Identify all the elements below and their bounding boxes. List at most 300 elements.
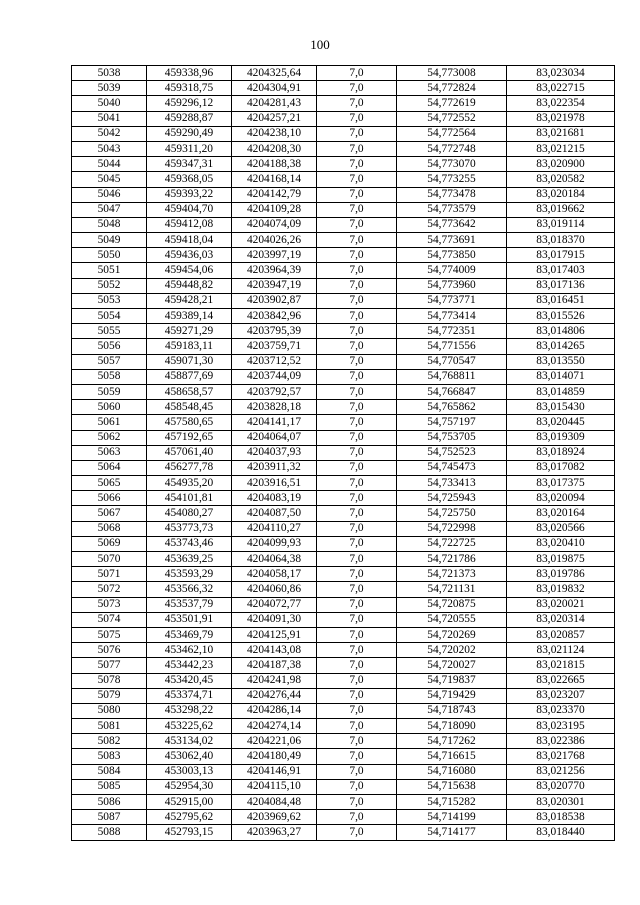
x-coordinate-cell: 453442,23 [147,658,232,673]
longitude-cell: 83,020314 [507,612,615,627]
point-number-cell: 5071 [72,567,147,582]
point-number-cell: 5078 [72,673,147,688]
table-row [72,309,615,324]
table-row [72,476,615,491]
x-coordinate-cell: 452793,15 [147,825,232,840]
x-coordinate-cell: 453501,91 [147,612,232,627]
table-row [72,612,615,627]
latitude-cell: 54,773691 [397,233,507,248]
point-number-cell: 5057 [72,354,147,369]
latitude-cell: 54,717262 [397,734,507,749]
x-coordinate-cell: 459404,70 [147,202,232,217]
point-number-cell: 5056 [72,339,147,354]
x-coordinate-cell: 459183,11 [147,339,232,354]
y-coordinate-cell: 4203828,18 [232,400,317,415]
longitude-cell: 83,020900 [507,157,615,172]
value-cell: 7,0 [317,202,397,217]
latitude-cell: 54,714199 [397,810,507,825]
longitude-cell: 83,014859 [507,384,615,399]
value-cell: 7,0 [317,96,397,111]
y-coordinate-cell: 4204257,21 [232,111,317,126]
longitude-cell: 83,021124 [507,643,615,658]
longitude-cell: 83,013550 [507,354,615,369]
longitude-cell: 83,017915 [507,248,615,263]
longitude-cell: 83,015526 [507,309,615,324]
point-number-cell: 5043 [72,141,147,156]
value-cell: 7,0 [317,673,397,688]
table-row [72,248,615,263]
x-coordinate-cell: 454080,27 [147,506,232,521]
table-row [72,324,615,339]
longitude-cell: 83,020094 [507,491,615,506]
y-coordinate-cell: 4203964,39 [232,263,317,278]
y-coordinate-cell: 4203744,09 [232,369,317,384]
x-coordinate-cell: 453773,73 [147,521,232,536]
point-number-cell: 5038 [72,66,147,81]
x-coordinate-cell: 458658,57 [147,384,232,399]
longitude-cell: 83,020184 [507,187,615,202]
point-number-cell: 5058 [72,369,147,384]
point-number-cell: 5088 [72,825,147,840]
latitude-cell: 54,772824 [397,81,507,96]
latitude-cell: 54,720027 [397,658,507,673]
value-cell: 7,0 [317,536,397,551]
y-coordinate-cell: 4204072,77 [232,597,317,612]
value-cell: 7,0 [317,430,397,445]
x-coordinate-cell: 459368,05 [147,172,232,187]
x-coordinate-cell: 458548,45 [147,400,232,415]
value-cell: 7,0 [317,81,397,96]
x-coordinate-cell: 459290,49 [147,126,232,141]
point-number-cell: 5085 [72,779,147,794]
value-cell: 7,0 [317,825,397,840]
latitude-cell: 54,772351 [397,324,507,339]
table-row [72,491,615,506]
value-cell: 7,0 [317,749,397,764]
value-cell: 7,0 [317,354,397,369]
longitude-cell: 83,014806 [507,324,615,339]
y-coordinate-cell: 4204115,10 [232,779,317,794]
point-number-cell: 5084 [72,764,147,779]
point-number-cell: 5065 [72,476,147,491]
longitude-cell: 83,022386 [507,734,615,749]
x-coordinate-cell: 453743,46 [147,536,232,551]
point-number-cell: 5040 [72,96,147,111]
value-cell: 7,0 [317,491,397,506]
value-cell: 7,0 [317,703,397,718]
x-coordinate-cell: 459389,14 [147,309,232,324]
x-coordinate-cell: 454101,81 [147,491,232,506]
table-row [72,217,615,232]
point-number-cell: 5042 [72,126,147,141]
longitude-cell: 83,018370 [507,233,615,248]
table-row [72,430,615,445]
latitude-cell: 54,721786 [397,552,507,567]
x-coordinate-cell: 453639,25 [147,552,232,567]
point-number-cell: 5087 [72,810,147,825]
value-cell: 7,0 [317,66,397,81]
longitude-cell: 83,014265 [507,339,615,354]
point-number-cell: 5083 [72,749,147,764]
latitude-cell: 54,725750 [397,506,507,521]
table-row [72,126,615,141]
table-row [72,734,615,749]
value-cell: 7,0 [317,172,397,187]
latitude-cell: 54,733413 [397,476,507,491]
latitude-cell: 54,770547 [397,354,507,369]
y-coordinate-cell: 4203916,51 [232,476,317,491]
longitude-cell: 83,020566 [507,521,615,536]
latitude-cell: 54,720555 [397,612,507,627]
point-number-cell: 5044 [72,157,147,172]
value-cell: 7,0 [317,233,397,248]
table-row [72,233,615,248]
coordinates-table [71,65,615,841]
longitude-cell: 83,020021 [507,597,615,612]
table-row [72,506,615,521]
y-coordinate-cell: 4204188,38 [232,157,317,172]
table-row [72,141,615,156]
point-number-cell: 5062 [72,430,147,445]
point-number-cell: 5068 [72,521,147,536]
x-coordinate-cell: 459454,06 [147,263,232,278]
latitude-cell: 54,716080 [397,764,507,779]
longitude-cell: 83,017403 [507,263,615,278]
y-coordinate-cell: 4204074,09 [232,217,317,232]
latitude-cell: 54,722725 [397,536,507,551]
y-coordinate-cell: 4204084,48 [232,795,317,810]
table-row [72,384,615,399]
value-cell: 7,0 [317,476,397,491]
x-coordinate-cell: 453566,32 [147,582,232,597]
value-cell: 7,0 [317,369,397,384]
longitude-cell: 83,019662 [507,202,615,217]
y-coordinate-cell: 4204143,08 [232,643,317,658]
point-number-cell: 5070 [72,552,147,567]
longitude-cell: 83,017082 [507,460,615,475]
longitude-cell: 83,023034 [507,66,615,81]
latitude-cell: 54,715282 [397,795,507,810]
latitude-cell: 54,773255 [397,172,507,187]
x-coordinate-cell: 452795,62 [147,810,232,825]
value-cell: 7,0 [317,658,397,673]
table-row [72,400,615,415]
latitude-cell: 54,718090 [397,719,507,734]
point-number-cell: 5055 [72,324,147,339]
x-coordinate-cell: 459347,31 [147,157,232,172]
y-coordinate-cell: 4204304,91 [232,81,317,96]
point-number-cell: 5082 [72,734,147,749]
latitude-cell: 54,716615 [397,749,507,764]
y-coordinate-cell: 4203963,27 [232,825,317,840]
latitude-cell: 54,773070 [397,157,507,172]
latitude-cell: 54,721131 [397,582,507,597]
table-row [72,187,615,202]
point-number-cell: 5047 [72,202,147,217]
table-row [72,719,615,734]
table-row [72,597,615,612]
y-coordinate-cell: 4203792,57 [232,384,317,399]
value-cell: 7,0 [317,217,397,232]
latitude-cell: 54,772748 [397,141,507,156]
value-cell: 7,0 [317,324,397,339]
y-coordinate-cell: 4204241,98 [232,673,317,688]
x-coordinate-cell: 453537,79 [147,597,232,612]
longitude-cell: 83,021768 [507,749,615,764]
y-coordinate-cell: 4203795,39 [232,324,317,339]
table-row [72,658,615,673]
x-coordinate-cell: 459311,20 [147,141,232,156]
value-cell: 7,0 [317,506,397,521]
longitude-cell: 83,014071 [507,369,615,384]
point-number-cell: 5076 [72,643,147,658]
latitude-cell: 54,720202 [397,643,507,658]
table-row [72,263,615,278]
longitude-cell: 83,018440 [507,825,615,840]
x-coordinate-cell: 459418,04 [147,233,232,248]
table-row [72,582,615,597]
y-coordinate-cell: 4204064,38 [232,552,317,567]
y-coordinate-cell: 4204221,06 [232,734,317,749]
point-number-cell: 5079 [72,688,147,703]
latitude-cell: 54,773850 [397,248,507,263]
longitude-cell: 83,020301 [507,795,615,810]
latitude-cell: 54,771556 [397,339,507,354]
y-coordinate-cell: 4204099,93 [232,536,317,551]
latitude-cell: 54,715638 [397,779,507,794]
value-cell: 7,0 [317,187,397,202]
y-coordinate-cell: 4204026,26 [232,233,317,248]
latitude-cell: 54,773478 [397,187,507,202]
longitude-cell: 83,017136 [507,278,615,293]
point-number-cell: 5080 [72,703,147,718]
value-cell: 7,0 [317,141,397,156]
table-row [72,202,615,217]
value-cell: 7,0 [317,157,397,172]
latitude-cell: 54,753705 [397,430,507,445]
y-coordinate-cell: 4203842,96 [232,309,317,324]
latitude-cell: 54,745473 [397,460,507,475]
y-coordinate-cell: 4204125,91 [232,627,317,642]
y-coordinate-cell: 4204037,93 [232,445,317,460]
table-row [72,567,615,582]
value-cell: 7,0 [317,339,397,354]
y-coordinate-cell: 4204060,86 [232,582,317,597]
longitude-cell: 83,020582 [507,172,615,187]
longitude-cell: 83,023195 [507,719,615,734]
point-number-cell: 5063 [72,445,147,460]
value-cell: 7,0 [317,415,397,430]
latitude-cell: 54,720269 [397,627,507,642]
value-cell: 7,0 [317,597,397,612]
x-coordinate-cell: 453134,02 [147,734,232,749]
x-coordinate-cell: 459436,03 [147,248,232,263]
y-coordinate-cell: 4204146,91 [232,764,317,779]
value-cell: 7,0 [317,612,397,627]
table-row [72,673,615,688]
table-row [72,688,615,703]
value-cell: 7,0 [317,582,397,597]
longitude-cell: 83,020410 [507,536,615,551]
table-row [72,521,615,536]
latitude-cell: 54,714177 [397,825,507,840]
point-number-cell: 5051 [72,263,147,278]
latitude-cell: 54,757197 [397,415,507,430]
y-coordinate-cell: 4204087,50 [232,506,317,521]
y-coordinate-cell: 4203902,87 [232,293,317,308]
latitude-cell: 54,765862 [397,400,507,415]
latitude-cell: 54,774009 [397,263,507,278]
longitude-cell: 83,022665 [507,673,615,688]
latitude-cell: 54,773642 [397,217,507,232]
value-cell: 7,0 [317,521,397,536]
page-number: 100 [310,37,330,52]
latitude-cell: 54,773414 [397,309,507,324]
table-row [72,111,615,126]
point-number-cell: 5081 [72,719,147,734]
longitude-cell: 83,021215 [507,141,615,156]
x-coordinate-cell: 459393,22 [147,187,232,202]
longitude-cell: 83,022354 [507,96,615,111]
x-coordinate-cell: 453420,45 [147,673,232,688]
x-coordinate-cell: 459428,21 [147,293,232,308]
value-cell: 7,0 [317,779,397,794]
table-row [72,552,615,567]
y-coordinate-cell: 4203997,19 [232,248,317,263]
latitude-cell: 54,772552 [397,111,507,126]
table-row [72,703,615,718]
x-coordinate-cell: 452954,30 [147,779,232,794]
x-coordinate-cell: 459288,87 [147,111,232,126]
table-row [72,66,615,81]
y-coordinate-cell: 4203947,19 [232,278,317,293]
longitude-cell: 83,016451 [507,293,615,308]
longitude-cell: 83,023207 [507,688,615,703]
value-cell: 7,0 [317,278,397,293]
y-coordinate-cell: 4204091,30 [232,612,317,627]
table-row [72,81,615,96]
table-row [72,278,615,293]
x-coordinate-cell: 457580,65 [147,415,232,430]
value-cell: 7,0 [317,643,397,658]
point-number-cell: 5061 [72,415,147,430]
table-row [72,445,615,460]
table-row [72,415,615,430]
point-number-cell: 5073 [72,597,147,612]
y-coordinate-cell: 4204238,10 [232,126,317,141]
value-cell: 7,0 [317,309,397,324]
point-number-cell: 5050 [72,248,147,263]
point-number-cell: 5048 [72,217,147,232]
y-coordinate-cell: 4204142,79 [232,187,317,202]
longitude-cell: 83,021256 [507,764,615,779]
x-coordinate-cell: 452915,00 [147,795,232,810]
x-coordinate-cell: 459412,08 [147,217,232,232]
longitude-cell: 83,021978 [507,111,615,126]
point-number-cell: 5067 [72,506,147,521]
y-coordinate-cell: 4204274,14 [232,719,317,734]
x-coordinate-cell: 453298,22 [147,703,232,718]
table-row [72,795,615,810]
x-coordinate-cell: 457061,40 [147,445,232,460]
point-number-cell: 5059 [72,384,147,399]
table-row [72,369,615,384]
value-cell: 7,0 [317,263,397,278]
latitude-cell: 54,722998 [397,521,507,536]
latitude-cell: 54,752523 [397,445,507,460]
x-coordinate-cell: 459448,82 [147,278,232,293]
longitude-cell: 83,021681 [507,126,615,141]
table-row [72,536,615,551]
value-cell: 7,0 [317,552,397,567]
latitude-cell: 54,773008 [397,66,507,81]
x-coordinate-cell: 457192,65 [147,430,232,445]
value-cell: 7,0 [317,293,397,308]
x-coordinate-cell: 454935,20 [147,476,232,491]
y-coordinate-cell: 4204141,17 [232,415,317,430]
longitude-cell: 83,019309 [507,430,615,445]
longitude-cell: 83,020164 [507,506,615,521]
point-number-cell: 5066 [72,491,147,506]
latitude-cell: 54,719837 [397,673,507,688]
table-row [72,643,615,658]
x-coordinate-cell: 459071,30 [147,354,232,369]
point-number-cell: 5064 [72,460,147,475]
longitude-cell: 83,019832 [507,582,615,597]
value-cell: 7,0 [317,734,397,749]
value-cell: 7,0 [317,384,397,399]
value-cell: 7,0 [317,248,397,263]
latitude-cell: 54,720875 [397,597,507,612]
latitude-cell: 54,772564 [397,126,507,141]
value-cell: 7,0 [317,445,397,460]
x-coordinate-cell: 459338,96 [147,66,232,81]
longitude-cell: 83,015430 [507,400,615,415]
x-coordinate-cell: 453593,29 [147,567,232,582]
x-coordinate-cell: 453225,62 [147,719,232,734]
y-coordinate-cell: 4204110,27 [232,521,317,536]
value-cell: 7,0 [317,400,397,415]
table-row [72,764,615,779]
y-coordinate-cell: 4204168,14 [232,172,317,187]
coordinates-table-body [72,66,615,841]
point-number-cell: 5072 [72,582,147,597]
point-number-cell: 5074 [72,612,147,627]
point-number-cell: 5054 [72,309,147,324]
point-number-cell: 5052 [72,278,147,293]
table-row [72,810,615,825]
latitude-cell: 54,772619 [397,96,507,111]
value-cell: 7,0 [317,719,397,734]
y-coordinate-cell: 4204187,38 [232,658,317,673]
x-coordinate-cell: 459296,12 [147,96,232,111]
x-coordinate-cell: 458877,69 [147,369,232,384]
longitude-cell: 83,020857 [507,627,615,642]
x-coordinate-cell: 453469,79 [147,627,232,642]
x-coordinate-cell: 453374,71 [147,688,232,703]
longitude-cell: 83,019786 [507,567,615,582]
y-coordinate-cell: 4204064,07 [232,430,317,445]
value-cell: 7,0 [317,810,397,825]
value-cell: 7,0 [317,688,397,703]
y-coordinate-cell: 4203969,62 [232,810,317,825]
y-coordinate-cell: 4204281,43 [232,96,317,111]
x-coordinate-cell: 453003,13 [147,764,232,779]
y-coordinate-cell: 4203911,32 [232,460,317,475]
value-cell: 7,0 [317,567,397,582]
value-cell: 7,0 [317,460,397,475]
y-coordinate-cell: 4204180,49 [232,749,317,764]
